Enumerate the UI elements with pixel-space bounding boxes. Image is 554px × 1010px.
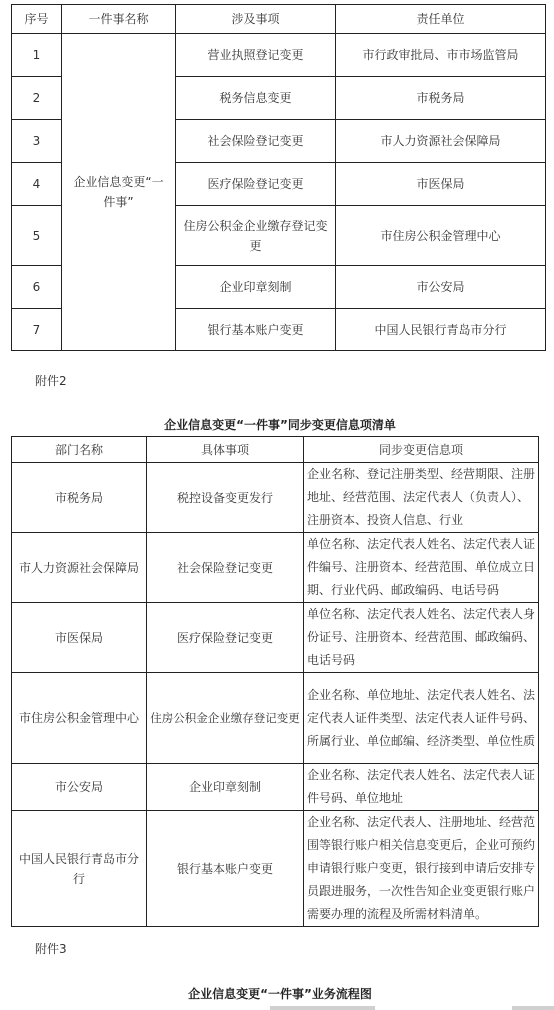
attachment-3-label: 附件3	[35, 942, 67, 956]
matter-name-cell: 企业信息变更“一件事”	[62, 34, 176, 351]
table-header-row	[12, 437, 539, 463]
sync-info-table	[11, 436, 539, 927]
row-dept: 市人力资源社会保障局	[12, 533, 147, 603]
table-row	[12, 764, 539, 811]
table-row	[12, 463, 539, 533]
image-edge-divider	[512, 1006, 554, 1010]
row-dept: 中国人民银行青岛市分行	[12, 811, 147, 927]
row-unit: 市住房公积金管理中心	[336, 206, 546, 266]
row-dept: 市医保局	[12, 603, 147, 673]
col-header-dept: 部门名称	[12, 437, 147, 463]
attachment-2-label: 附件2	[35, 374, 67, 388]
row-item: 社会保险登记变更	[176, 120, 336, 163]
table-row	[12, 673, 539, 764]
row-no: 5	[12, 206, 62, 266]
col-header-info: 同步变更信息项	[304, 437, 539, 463]
col-header-items: 涉及事项	[176, 5, 336, 34]
attachment-2-title: 企业信息变更“一件事”同步变更信息项清单	[164, 418, 396, 432]
row-unit: 市医保局	[336, 163, 546, 206]
row-info: 企业名称、法定代表人、注册地址、经营范围等银行账户相关信息变更后，企业可预约申请银行账户变更，银行接到申请后安排专员跟进服务，一次性告知企业变更银行账户需要办理的流程及所需材料清单。	[304, 811, 539, 927]
row-no: 4	[12, 163, 62, 206]
row-dept: 市公安局	[12, 764, 147, 811]
table-row	[12, 533, 539, 603]
col-header-item: 具体事项	[147, 437, 304, 463]
row-info: 企业名称、单位地址、法定代表人姓名、法定代表人证件类型、法定代表人证件号码、所属行业、单位邮编、经济类型、单位性质	[304, 673, 539, 764]
row-info: 企业名称、法定代表人姓名、法定代表人证件号码、单位地址	[304, 764, 539, 811]
col-header-no: 序号	[12, 5, 62, 34]
row-item: 税务信息变更	[176, 77, 336, 120]
table-row	[12, 34, 546, 77]
table-header-row	[12, 5, 546, 34]
row-unit: 市税务局	[336, 77, 546, 120]
row-item: 税控设备变更发行	[147, 463, 304, 533]
row-info: 单位名称、法定代表人姓名、法定代表人证件编号、注册资本、经营范围、单位成立日期、行业代码、邮政编码、电话号码	[304, 533, 539, 603]
row-item: 医疗保险登记变更	[176, 163, 336, 206]
row-item: 银行基本账户变更	[147, 811, 304, 927]
row-unit: 市公安局	[336, 266, 546, 309]
row-item: 企业印章刻制	[147, 764, 304, 811]
row-unit: 中国人民银行青岛市分行	[336, 309, 546, 351]
attachment-3-title: 企业信息变更“一件事”业务流程图	[188, 987, 372, 1001]
row-item: 住房公积金企业缴存登记变更	[147, 673, 304, 764]
matters-table	[11, 4, 546, 351]
row-no: 2	[12, 77, 62, 120]
row-unit: 市行政审批局、市市场监管局	[336, 34, 546, 77]
image-edge-divider	[270, 1006, 375, 1010]
row-dept: 市住房公积金管理中心	[12, 673, 147, 764]
row-unit: 市人力资源社会保障局	[336, 120, 546, 163]
row-info: 单位名称、法定代表人姓名、法定代表人身份证号、注册资本、经营范围、邮政编码、电话号码	[304, 603, 539, 673]
row-no: 3	[12, 120, 62, 163]
table-row	[12, 603, 539, 673]
col-header-unit: 责任单位	[336, 5, 546, 34]
row-item: 营业执照登记变更	[176, 34, 336, 77]
row-item: 住房公积金企业缴存登记变更	[176, 206, 336, 266]
row-item: 企业印章刻制	[176, 266, 336, 309]
row-item: 银行基本账户变更	[176, 309, 336, 351]
row-no: 6	[12, 266, 62, 309]
row-no: 7	[12, 309, 62, 351]
col-header-matter-name: 一件事名称	[62, 5, 176, 34]
table-row	[12, 811, 539, 927]
row-info: 企业名称、登记注册类型、经营期限、注册地址、经营范围、法定代表人（负责人）、注册资本、投资人信息、行业	[304, 463, 539, 533]
row-no: 1	[12, 34, 62, 77]
row-dept: 市税务局	[12, 463, 147, 533]
row-item: 社会保险登记变更	[147, 533, 304, 603]
row-item: 医疗保险登记变更	[147, 603, 304, 673]
